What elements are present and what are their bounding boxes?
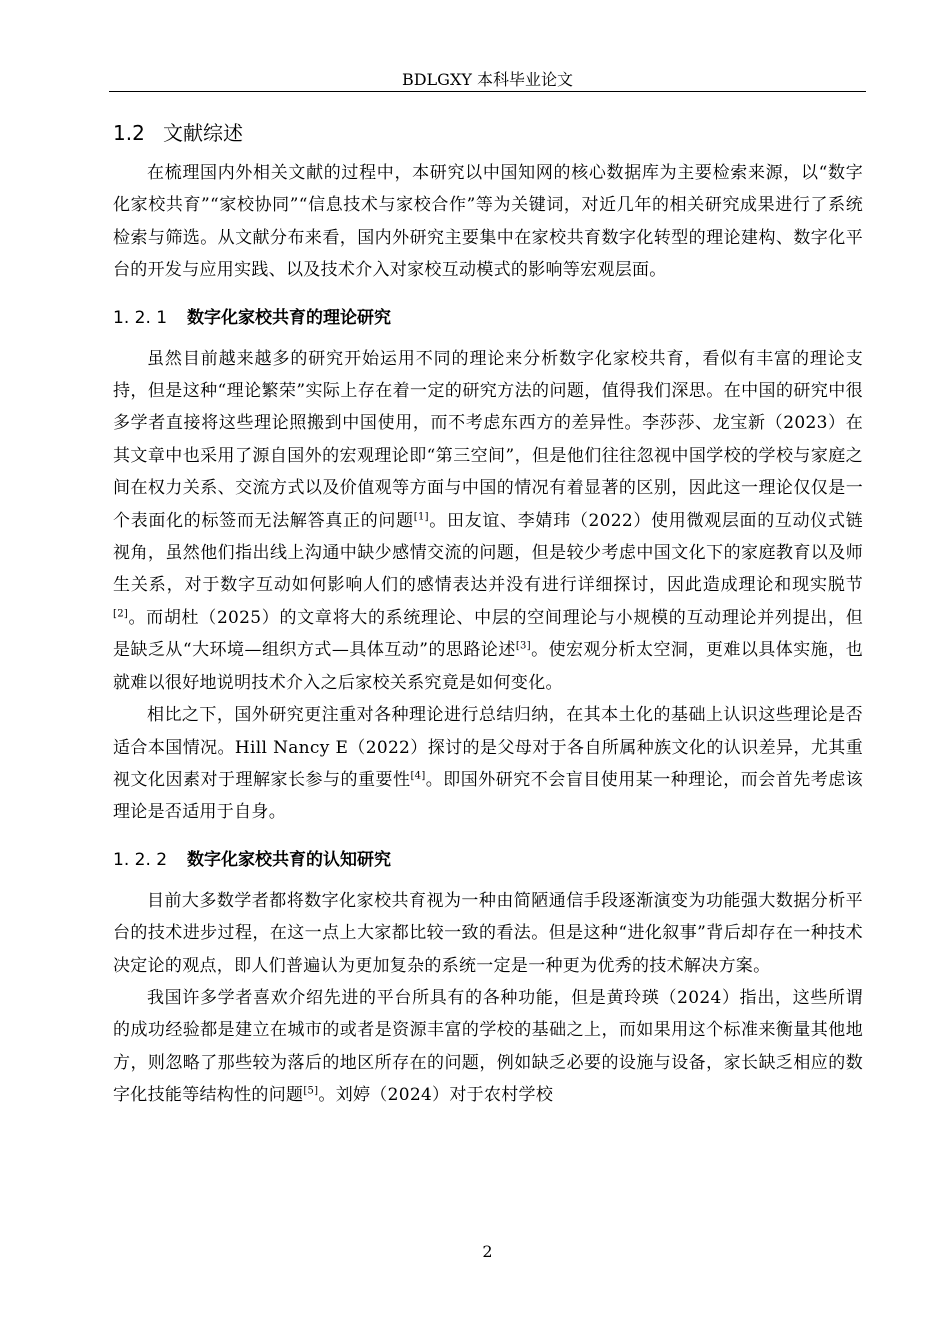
subsection-title-1: 数字化家校共育的理论研究 (187, 307, 391, 328)
running-header: BDLGXY 本科毕业论文 (401, 70, 574, 89)
subsection-heading-1 (113, 301, 863, 335)
theory-paragraph-2 (113, 699, 863, 829)
text-segment: 。而胡杜（2025）的文章将大的系统理论、中层的空间理论与小规模的互动理论并列提出，但是缺乏从“大环境—组织方式—具体互动”的思路论述 (113, 607, 863, 661)
citation-1: [1] (413, 511, 429, 522)
citation-3: [3] (515, 640, 531, 652)
text-segment: 虽然目前越来越多的研究开始运用不同的理论来分析数字化家校共育，看似有丰富的理论支持，但是这种“理论繁荣”实际上存在着一定的研究方法的问题，值得我们深思。在中国的研究中很多学者直接将这些理论照搬到中国使用，而不考虑东西方的差异性。李莎莎、龙宝新（2023）在其文章中也采用了源自国外的宏观理论即“第三空间”，但是他们往往忽视中国学校的学校与家庭之间在权力关系、交流方式以及价值观等方面与中国的情况有着显著的区别，因此这一理论仅仅是一个表面化的标签而无法解答真正的问题 (113, 348, 863, 531)
text-segment: 我国许多学者喜欢介绍先进的平台所具有的各种功能，但是黄玲瑛（2024）指出，这些所谓的成功经验都是建立在城市的或者是资源丰富的学校的基础之上，而如果用这个标准来衡量其他地方，则忽略了那些较为落后的地区所存在的问题，例如缺乏必要的设施与设备，家长缺乏相应的数字化技能等结构性的问题 (113, 987, 863, 1106)
section-heading (113, 115, 863, 151)
subsection-heading-2 (113, 843, 863, 877)
citation-2: [2] (113, 608, 129, 620)
cognition-paragraph-1: 目前大多数学者都将数字化家校共育视为一种由简陋通信手段逐渐演变为功能强大数据分析平台的技术进步过程，在这一点上大家都比较一致的看法。但是这种“进化叙事”背后却存在一种技术决定论的观点，即人们普遍认为更加复杂的系统一定是一种更为优秀的技术解决方案。 (113, 890, 863, 976)
intro-paragraph: 在梳理国内外相关文献的过程中，本研究以中国知网的核心数据库为主要检索来源，以“数字化家校共育”“家校协同”“信息技术与家校合作”等为关键词，对近几年的相关研究成果进行了系统检索与筛选。从文献分布来看，国内外研究主要集中在家校共育数字化转型的理论建构、数字化平台的开发与应用实践、以及技术介入对家校互动模式的影响等宏观层面。 (113, 163, 863, 281)
section-number: 1.2 (113, 121, 145, 145)
cognition-paragraph-2 (113, 982, 863, 1112)
subsection-number-2: 1. 2. 2 (113, 849, 168, 870)
subsection-number-1: 1. 2. 1 (113, 307, 168, 328)
header-rule (109, 91, 866, 92)
text-segment: 。即国外研究不会盲目使用某一种理论，而会首先考虑该理论是否适用于自身。 (113, 769, 863, 823)
section-title: 文献综述 (163, 121, 243, 145)
text-segment: 。使宏观分析太空洞，更难以具体实施，也就难以很好地说明技术介入之后家校关系究竟是如何变化。 (113, 640, 863, 693)
text-segment: 。刘婷（2024）对于农村学校 (318, 1085, 554, 1106)
page-number: 2 (482, 1242, 493, 1261)
text-segment: 相比之下，国外研究更注重对各种理论进行总结归纳，在其本土化的基础上认识这些理论是否适合本国情况。Hill Nancy E（2022）探讨的是父母对于各自所属种族文化的认识差异，尤其重视文化因素对于理解家长参与的重要性 (113, 705, 863, 790)
theory-paragraph-1 (113, 343, 863, 699)
subsection-title-2: 数字化家校共育的认知研究 (187, 849, 391, 870)
citation-4: [4] (410, 770, 426, 782)
page-content (113, 115, 863, 1112)
citation-5: [5] (303, 1085, 319, 1097)
text-segment: 。田友谊、李婧玮（2022）使用微观层面的互动仪式链视角，虽然他们指出线上沟通中缺少感情交流的问题，但是较少考虑中国文化下的家庭教育以及师生关系，对于数字互动如何影响人们的感情表达并没有进行详细探讨，因此造成理论和现实脱节 (113, 510, 863, 596)
